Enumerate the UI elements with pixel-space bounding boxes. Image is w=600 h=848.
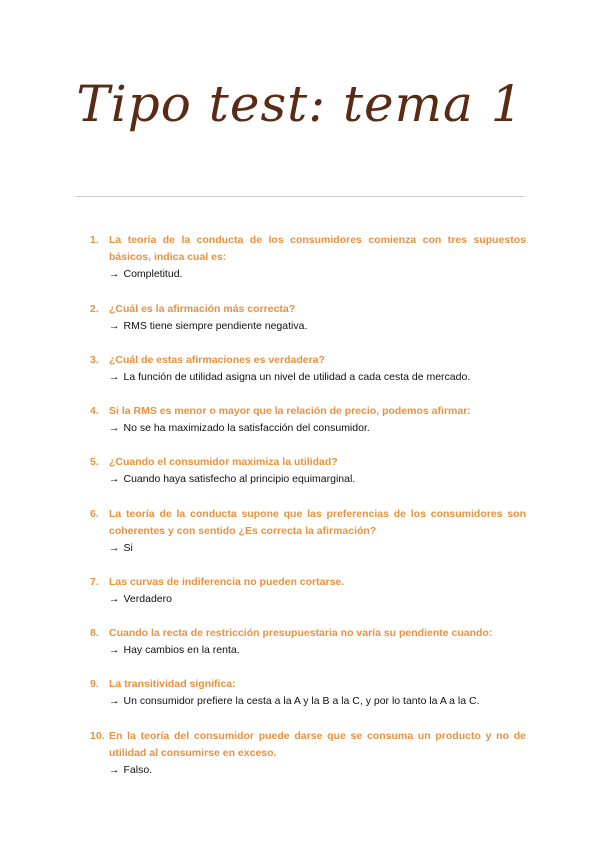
arrow-icon: → [109, 422, 120, 434]
answer-text: Si [123, 542, 133, 554]
question-number: 4. [90, 405, 99, 417]
question-text: En la teoría del consumidor puede darse que se consuma un producto y no de utilidad al consumirse en exceso. [109, 730, 526, 759]
page-title: Tipo test: tema 1 [76, 75, 524, 133]
answer-line [109, 540, 526, 557]
answer-line [109, 762, 526, 779]
answer-line [109, 642, 526, 659]
arrow-icon: → [109, 644, 120, 656]
question-text: Si la RMS es menor o mayor que la relación de precio, podemos afirmar: [109, 405, 471, 417]
arrow-icon: → [109, 764, 120, 776]
question-item [90, 676, 526, 710]
answer-line [109, 369, 526, 386]
answer-line [109, 471, 526, 488]
arrow-icon: → [109, 593, 120, 605]
question-text: La transitividad significa: [109, 678, 236, 690]
arrow-icon: → [109, 371, 120, 383]
question-item [90, 574, 526, 608]
question-text: La teoría de la conducta de los consumidores comienza con tres supuestos básicos, indica cual es: [109, 234, 526, 263]
question-text: ¿Cuál de estas afirmaciones es verdadera? [109, 354, 325, 366]
question-list [90, 232, 526, 779]
arrow-icon: → [109, 695, 120, 707]
arrow-icon: → [109, 542, 120, 554]
answer-line [109, 266, 526, 283]
question-item [90, 403, 526, 437]
question-number: 3. [90, 354, 99, 366]
answer-text: Cuando haya satisfecho al principio equimarginal. [123, 473, 356, 485]
question-number: 6. [90, 508, 99, 520]
answer-text: RMS tiene siempre pendiente negativa. [123, 320, 308, 332]
answer-text: Verdadero [123, 593, 172, 605]
question-text: Las curvas de indiferencia no pueden cortarse. [109, 576, 345, 588]
question-item [90, 454, 526, 488]
question-item [90, 352, 526, 386]
arrow-icon: → [109, 473, 120, 485]
answer-line [109, 420, 526, 437]
arrow-icon: → [109, 268, 120, 280]
question-text: Cuando la recta de restricción presupuestaria no varía su pendiente cuando: [109, 627, 493, 639]
answer-line [109, 591, 526, 608]
question-item [90, 301, 526, 335]
question-text: La teoría de la conducta supone que las preferencias de los consumidores son coherentes y con sentido ¿Es correcta la afirmación? [109, 508, 526, 537]
answer-text: Completitud. [123, 268, 183, 280]
question-text: ¿Cuál es la afirmación más correcta? [109, 303, 296, 315]
answer-text: La función de utilidad asigna un nivel de utilidad a cada cesta de mercado. [123, 371, 471, 383]
question-number: 8. [90, 627, 99, 639]
question-item [90, 506, 526, 557]
question-number: 5. [90, 456, 99, 468]
question-item [90, 625, 526, 659]
question-number: 1. [90, 234, 99, 246]
answer-text: Un consumidor prefiere la cesta a la A y la B a la C, y por lo tanto la A a la C. [123, 695, 480, 707]
question-text: ¿Cuando el consumidor maximiza la utilidad? [109, 456, 338, 468]
answer-text: No se ha maximizado la satisfacción del consumidor. [123, 422, 370, 434]
answer-text: Falso. [123, 764, 153, 776]
arrow-icon: → [109, 320, 120, 332]
question-number: 10. [90, 730, 105, 742]
title-divider [76, 196, 524, 197]
answer-line [109, 693, 526, 710]
question-item [90, 232, 526, 283]
question-item [90, 728, 526, 779]
question-number: 2. [90, 303, 99, 315]
answer-text: Hay cambios en la renta. [123, 644, 240, 656]
answer-line [109, 318, 526, 335]
question-number: 9. [90, 678, 99, 690]
question-number: 7. [90, 576, 99, 588]
